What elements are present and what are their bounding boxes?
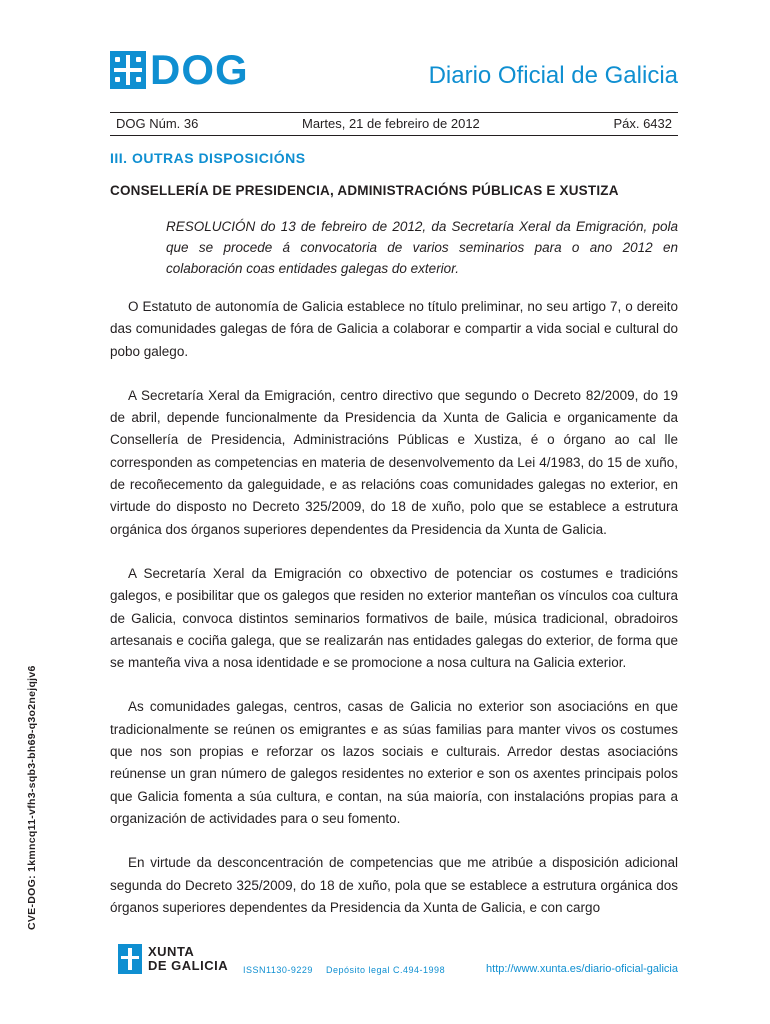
brand-line-2: DE GALICIA [148, 958, 229, 973]
header-bottom-rule [110, 135, 678, 136]
legal-deposit: Depósito legal C.494-1998 [326, 965, 446, 975]
issue-header-bar [110, 114, 678, 134]
paragraph: A Secretaría Xeral da Emigración co obxectivo de potenciar os costumes e tradicións galegos, e posibilitar que os galegos que residen no exterior manteñan os vínculos coa cultura de Galicia, convoca distintos seminarios formativos de baile, música tradicional, obradoiros artesanais e cociña galega, que se realizarán nas entidades galegas do exterior, de forma que se manteña viva a nosa identidade e se promocione a nosa cultura na Galicia exterior. [110, 565, 678, 671]
masthead-title: Diario Oficial de Galicia [428, 62, 678, 89]
paragraph: As comunidades galegas, centros, casas de Galicia no exterior son asociacións en que tradicionalmente se reúnen os emigrantes e as súas familias para manter vivos os costumes que nos son propias e reforzar os lazos sociais e culturais. Arredor destas asociacións reúnense un gran número de galegos residentes no exterior e son os axentes principais polos que Galicia fomenta a súa cultura, e contan, na súa maioría, con instalacións propias para a organización de actividades para o seu fomento. [110, 699, 678, 826]
xunta-logo [118, 944, 228, 974]
header-top-rule [110, 112, 678, 113]
footer-url-link[interactable]: http://www.xunta.es/diario-oficial-galicia [486, 963, 678, 975]
dog-logo [110, 46, 249, 93]
brand-line-1: XUNTA [148, 944, 195, 959]
logo-text: DOG [150, 46, 249, 93]
resolution-title: RESOLUCIÓN do 13 de febreiro de 2012, da Secretaría Xeral da Emigración, pola que se procede á convocatoria de varios seminarios para o ano 2012 en colaboración coas entidades galegas do exterior. [166, 219, 678, 276]
paragraph: O Estatuto de autonomía de Galicia establece no título preliminar, no seu artigo 7, o dereito das comunidades galegas de fóra de Galicia a colaborar e compartir a vida social e cultural do pobo galego. [110, 299, 678, 359]
xunta-brand [148, 945, 228, 973]
paragraph: En virtude da desconcentración de competencias que me atribúe a disposición adicional segunda do Decreto 325/2009, do 18 de xuño, pola que se establece a estrutura orgánica dos órganos superiores dependentes da Presidencia da Xunta de Galicia, e con cargo [110, 855, 678, 915]
issue-number: DOG Núm. 36 [116, 116, 199, 131]
body-text [110, 296, 678, 941]
section-heading: III. OUTRAS DISPOSICIÓNS [110, 150, 306, 166]
galicia-emblem-icon [110, 51, 146, 89]
paragraph: A Secretaría Xeral da Emigración, centro directivo que segundo o Decreto 82/2009, do 19 de abril, depende funcionalmente da Presidencia da Xunta de Galicia e organicamente da Consellería de Presidencia, Administracións Públicas e Xustiza, é o órgano ao cal lle corresponden as competencias en materia de desenvolvemento da Lei 4/1983, do 15 de xuño, de recoñecemento da galeguidade, e as relacións coas comunidades galegas no exterior, en virtude do disposto no Decreto 325/2009, do 18 de xuño, polo que se establece a estrutura orgánica dos órganos superiores dependentes da Presidencia da Xunta de Galicia. [110, 387, 678, 537]
issn: ISSN1130-9229 [243, 965, 313, 975]
department-heading: CONSELLERÍA DE PRESIDENCIA, ADMINISTRACIÓNS PÚBLICAS E XUSTIZA [110, 183, 619, 198]
cve-code: CVE-DOG: 1kmncq11-vfh3-sqb3-bh69-q3o2nejqjv6 [26, 665, 38, 930]
page-number: Páx. 6432 [613, 116, 672, 131]
xunta-emblem-icon [118, 944, 142, 974]
issue-date: Martes, 21 de febreiro de 2012 [302, 116, 480, 131]
